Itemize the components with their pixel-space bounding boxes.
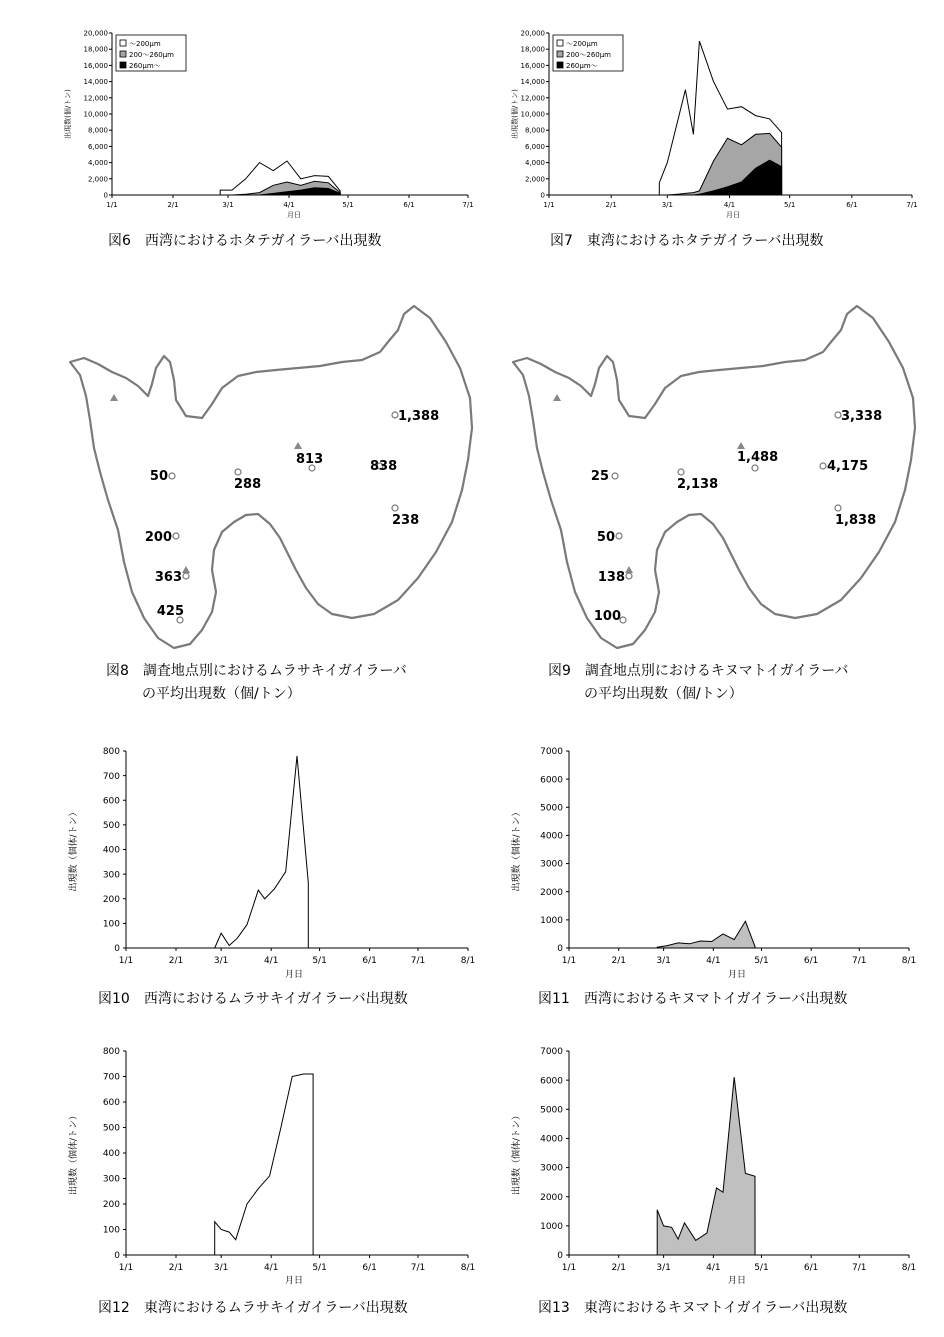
fig11-area [657,921,755,948]
fig12-xtick-label: 3/1 [213,1263,229,1273]
map8-station-value: 425 [156,604,184,619]
map9-station-value: 100 [593,609,621,624]
fig11-xtick-label: 8/1 [901,956,917,966]
fig7-caption: 図7 東湾におけるホタテガイラーバ出現数 [550,233,824,249]
fig7-legend [553,35,623,71]
fig13-xlabel: 月日 [727,1276,747,1286]
map8-station-value: 813 [296,452,324,467]
map8-station-value: 1,388 [398,409,440,424]
fig7-chart [505,22,925,227]
fig7-ytick-label: 14,000 [520,78,545,87]
fig13-ytick-label: 2000 [540,1192,563,1203]
fig7-xtick-label: 6/1 [846,201,858,209]
fig6-ytick-label: 16,000 [83,61,108,70]
fig12-ytick-label: 600 [102,1098,120,1109]
fig13-xtick-label: 8/1 [901,1263,917,1273]
fig13-ytick-label: 1000 [540,1222,563,1233]
fig13-xtick-label: 7/1 [852,1263,867,1273]
fig11-ytick-label: 7000 [540,747,563,758]
fig10-xtick-label: 1/1 [118,956,134,966]
fig12-xtick-label: 6/1 [362,1263,377,1273]
fig11-xtick-label: 7/1 [852,956,867,966]
fig13-ytick-label: 3000 [540,1163,563,1174]
fig10-xtick-label: 8/1 [460,956,476,966]
fig13-ytick-label: 5000 [540,1105,563,1116]
fig12-ytick-label: 700 [102,1072,120,1083]
fig11-xtick-label: 3/1 [656,956,671,966]
fig9-map-svg [505,300,925,660]
fig6-ytick-label: 18,000 [83,45,108,54]
fig11-ytick-label: 1000 [540,916,563,927]
fig6-xtick-label: 4/1 [283,201,295,209]
fig6-caption: 図6 西湾におけるホタテガイラーバ出現数 [108,233,382,249]
fig12-ytick-label: 500 [102,1123,120,1134]
fig10-ytick-label: 700 [102,771,120,782]
map9-station-value: 2,138 [677,477,719,492]
fig13-ytick-label: 6000 [540,1076,563,1087]
fig11-xtick-label: 1/1 [561,956,577,966]
fig10-ytick-label: 400 [102,845,120,856]
fig6-ytick-label: 0 [103,191,108,200]
fig13-ylabel: 出現数（個体/トン） [512,1110,522,1196]
fig12-ylabel: 出現数（個体/トン） [69,1110,79,1196]
fig7-legend-label-0: ～200μm [566,40,598,48]
fig13-xtick-label: 4/1 [706,1263,721,1273]
fig6-legend [116,35,186,71]
map8-station-value: 363 [154,570,182,585]
fig7-xtick-label: 7/1 [906,201,918,209]
map8-station-value: 838 [370,459,398,474]
fig11-xtick-label: 5/1 [754,956,769,966]
map8-coastline [70,306,472,648]
fig6-legend-label-2: 260μm～ [129,62,161,70]
fig11-ytick-label: 5000 [540,803,563,814]
fig9-map [505,300,925,660]
fig7-ytick-label: 20,000 [520,29,545,38]
fig7-legend-swatch-1 [557,51,563,57]
fig13-xtick-label: 5/1 [754,1263,769,1273]
fig10-xtick-label: 6/1 [362,956,377,966]
fig12-ytick-label: 0 [114,1251,120,1262]
map8-station-marker [235,469,241,475]
fig12-xtick-label: 5/1 [312,1263,327,1273]
fig11-ytick-label: 6000 [540,775,563,786]
fig7-legend-label-1: 200～260μm [566,51,611,59]
map9-station-marker [612,473,618,479]
fig11-svg [503,740,928,988]
fig11-xtick-label: 2/1 [611,956,626,966]
fig6-ytick-label: 8,000 [87,126,108,135]
fig7-xtick-label: 2/1 [605,201,617,209]
fig6-xlabel: 月日 [287,211,301,219]
fig11-ytick-label: 4000 [540,831,563,842]
map8-station-value: 50 [149,469,168,484]
fig12-caption: 図12 東湾におけるムラサキイガイラーバ出現数 [98,1300,408,1316]
fig10-xtick-label: 7/1 [410,956,426,966]
fig13-ytick-label: 7000 [540,1047,563,1058]
map8-station-value: 200 [144,530,172,545]
map9-station-value: 138 [597,570,625,585]
fig12-xlabel: 月日 [284,1276,304,1286]
fig7-legend-swatch-2 [557,62,563,68]
fig8-caption-line1: 図8 調査地点別におけるムラサキイガイラーバ [106,663,407,679]
fig12-chart [60,1040,485,1295]
fig11-ylabel: 出現数（個体/トン） [512,807,522,892]
map9-station-value: 1,488 [737,450,779,465]
map9-station-value: 50 [596,530,615,545]
fig13-ytick-label: 4000 [540,1134,563,1145]
map8-station-value: 288 [234,477,262,492]
fig11-ytick-label: 3000 [540,859,563,870]
fig13-xtick-label: 3/1 [656,1263,671,1273]
map9-station-marker [835,505,841,511]
fig12-svg [60,1040,485,1295]
fig9-caption-line2: の平均出現数（個/トン） [584,686,743,702]
fig7-ytick-label: 12,000 [520,94,545,103]
map9-station-value: 1,838 [835,513,877,528]
fig12-ytick-label: 200 [102,1200,120,1211]
fig13-xtick-label: 1/1 [561,1263,577,1273]
fig6-xtick-label: 7/1 [462,201,474,209]
fig11-chart [503,740,928,988]
fig6-legend-label-0: ～200μm [129,40,161,48]
fig7-ylabel: 出現数(個/トン) [511,89,519,139]
fig6-ytick-label: 4,000 [87,159,108,168]
fig11-ytick-label: 2000 [540,887,563,898]
fig10-xtick-label: 2/1 [168,956,184,966]
fig10-ylabel: 出現数（個体/トン） [69,807,79,892]
fig6-legend-label-1: 200～260μm [129,51,174,59]
map8-station-marker [392,505,398,511]
fig10-chart [60,740,485,988]
fig11-caption: 図11 西湾におけるキヌマトイガイラーバ出現数 [538,991,848,1007]
map8-station-marker [183,573,189,579]
fig13-xtick-label: 2/1 [611,1263,626,1273]
fig7-xtick-label: 5/1 [784,201,796,209]
fig8-caption-line2: の平均出現数（個/トン） [142,686,301,702]
fig7-ytick-label: 16,000 [520,61,545,70]
map9-station-value: 4,175 [827,459,869,474]
fig6-ytick-label: 14,000 [83,78,108,87]
fig7-ytick-label: 8,000 [524,126,545,135]
fig12-xtick-label: 8/1 [460,1263,476,1273]
fig8-map-svg [62,300,482,660]
fig6-xtick-label: 6/1 [403,201,415,209]
fig10-ytick-label: 600 [102,796,120,807]
fig12-ytick-label: 400 [102,1149,120,1160]
fig6-chart [60,22,480,227]
fig10-xtick-label: 3/1 [213,956,229,966]
fig12-ytick-label: 300 [102,1174,120,1185]
fig11-xtick-label: 4/1 [706,956,721,966]
fig8-map [62,300,482,660]
fig6-ylabel: 出現数(個/トン) [64,89,72,139]
fig7-legend-label-2: 260μm～ [566,62,598,70]
fig13-svg [503,1040,928,1295]
fig10-ytick-label: 0 [114,944,120,955]
fig6-ytick-label: 12,000 [83,94,108,103]
map8-station-value: 238 [392,513,420,528]
fig7-ytick-label: 4,000 [524,159,545,168]
map8-station-marker [169,473,175,479]
fig7-xlabel: 月日 [726,211,740,219]
fig6-ytick-label: 10,000 [83,110,108,119]
fig7-legend-swatch-0 [557,40,563,46]
fig7-ytick-label: 0 [540,191,545,200]
fig13-chart [503,1040,928,1295]
fig10-caption: 図10 西湾におけるムラサキイガイラーバ出現数 [98,991,408,1007]
fig6-ytick-label: 6,000 [87,142,108,151]
map9-station-marker [616,533,622,539]
fig7-ytick-label: 6,000 [524,142,545,151]
fig6-legend-swatch-0 [120,40,126,46]
fig7-xtick-label: 3/1 [661,201,673,209]
fig10-xtick-label: 5/1 [312,956,327,966]
fig13-area [657,1077,755,1255]
fig6-ytick-label: 2,000 [87,175,108,184]
fig6-xtick-label: 5/1 [342,201,354,209]
fig6-legend-swatch-1 [120,51,126,57]
map9-station-marker [626,573,632,579]
fig12-ytick-label: 800 [102,1047,120,1058]
fig13-xtick-label: 6/1 [803,1263,819,1273]
fig10-ytick-label: 800 [102,747,120,758]
map9-station-value: 3,338 [841,409,883,424]
fig6-xtick-label: 3/1 [222,201,234,209]
fig10-ytick-label: 200 [102,894,120,905]
fig12-xtick-label: 7/1 [410,1263,426,1273]
fig7-svg [505,22,925,227]
fig7-ytick-label: 18,000 [520,45,545,54]
fig12-xtick-label: 4/1 [263,1263,279,1273]
fig7-xtick-label: 4/1 [723,201,736,209]
map9-station-marker [820,463,826,469]
map8-station-marker [173,533,179,539]
map9-station-value: 25 [590,469,609,484]
fig10-ytick-label: 100 [102,919,120,930]
fig12-xtick-label: 2/1 [168,1263,184,1273]
fig12-xtick-label: 1/1 [118,1263,134,1273]
fig11-xtick-label: 6/1 [803,956,819,966]
map9-station-marker [678,469,684,475]
fig10-xlabel: 月日 [284,970,304,980]
fig10-svg [60,740,485,988]
map9-station-marker [752,465,758,471]
fig10-xtick-label: 4/1 [263,956,279,966]
fig10-ytick-label: 500 [102,821,120,832]
fig6-xtick-label: 2/1 [167,201,179,209]
fig7-ytick-label: 10,000 [520,110,545,119]
fig10-line [215,756,309,948]
fig7-ytick-label: 2,000 [524,175,545,184]
fig13-ytick-label: 0 [557,1251,563,1262]
fig6-svg [60,22,480,227]
fig11-ytick-label: 0 [557,944,563,955]
fig6-legend-swatch-2 [120,62,126,68]
fig7-xtick-label: 1/1 [543,201,555,209]
fig10-ytick-label: 300 [102,870,120,881]
fig13-caption: 図13 東湾におけるキヌマトイガイラーバ出現数 [538,1300,848,1316]
fig6-xtick-label: 1/1 [106,201,118,209]
fig12-line [215,1074,313,1255]
fig6-ytick-label: 20,000 [83,29,108,38]
fig11-xlabel: 月日 [727,970,747,980]
fig12-ytick-label: 100 [102,1225,120,1236]
fig9-caption-line1: 図9 調査地点別におけるキヌマトイガイラーバ [548,663,849,679]
